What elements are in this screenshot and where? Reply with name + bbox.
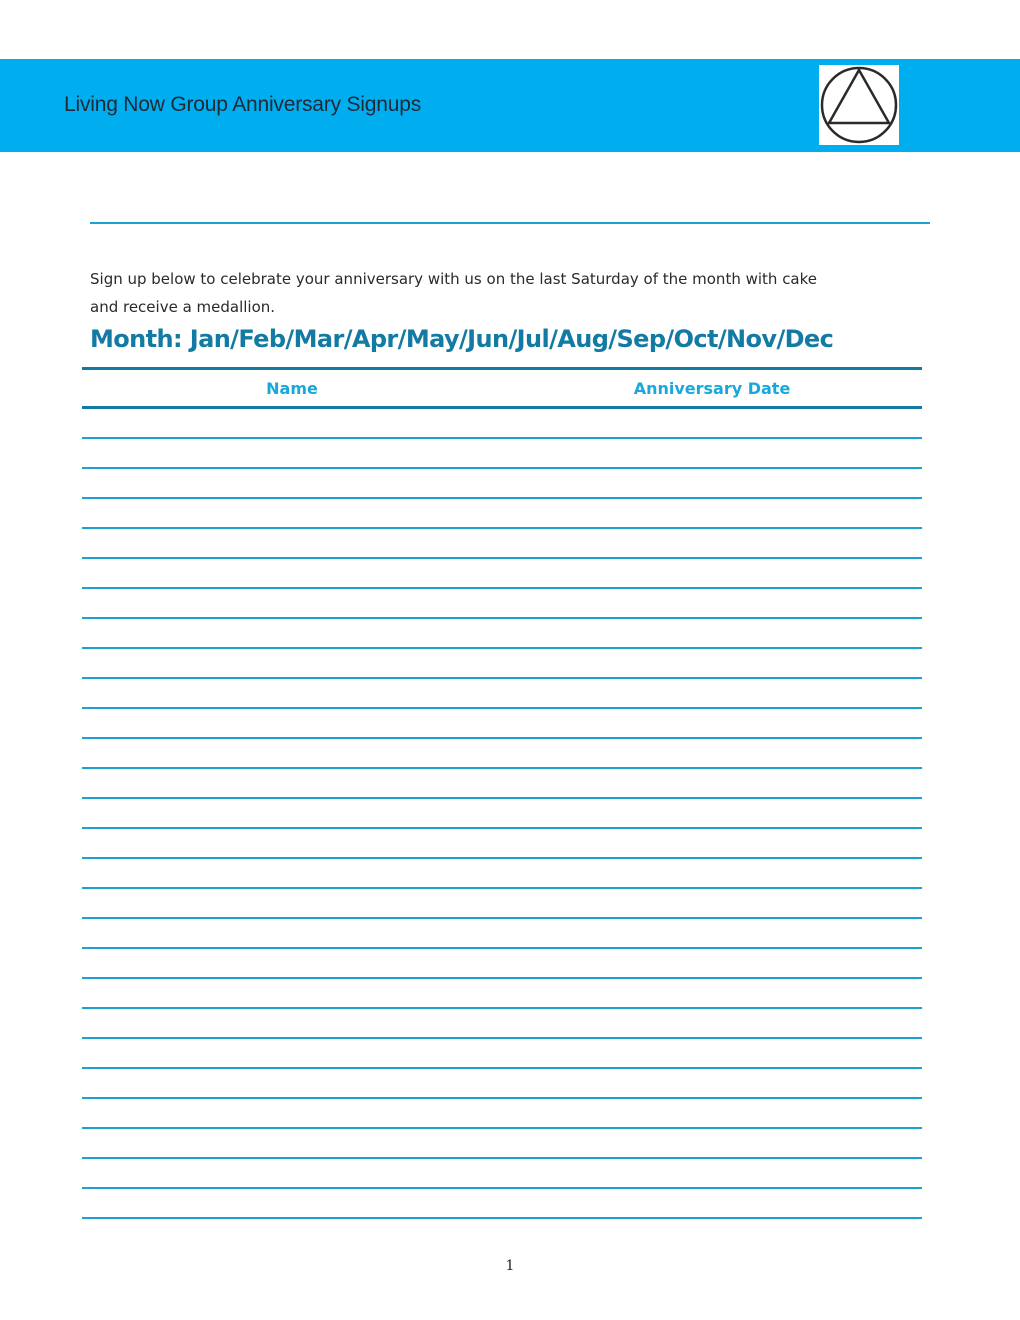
column-header-name: Name — [266, 379, 318, 398]
table-row[interactable] — [82, 439, 922, 469]
table-row[interactable] — [82, 1099, 922, 1129]
page-number: 1 — [505, 1258, 515, 1274]
table-row[interactable] — [82, 829, 922, 859]
intro-text — [90, 265, 830, 321]
table-row[interactable] — [82, 859, 922, 889]
top-divider — [90, 222, 930, 224]
table-row[interactable] — [82, 559, 922, 589]
table-row[interactable] — [82, 619, 922, 649]
table-body — [82, 409, 922, 1219]
table-row[interactable] — [82, 679, 922, 709]
table-row[interactable] — [82, 529, 922, 559]
table-row[interactable] — [82, 499, 922, 529]
table-row[interactable] — [82, 709, 922, 739]
table-row[interactable] — [82, 409, 922, 439]
circle-triangle-icon — [819, 65, 899, 145]
table-row[interactable] — [82, 919, 922, 949]
intro-line-2: and receive a medallion. — [90, 298, 276, 316]
table-row[interactable] — [82, 1069, 922, 1099]
table-header — [82, 367, 922, 409]
header-banner — [0, 59, 1020, 152]
table-row[interactable] — [82, 1039, 922, 1069]
intro-line-1: Sign up below to celebrate your anniversary with us on the last Saturday of the month with cake — [90, 270, 818, 288]
table-row[interactable] — [82, 799, 922, 829]
table-row[interactable] — [82, 1129, 922, 1159]
table-row[interactable] — [82, 889, 922, 919]
table-row[interactable] — [82, 649, 922, 679]
table-row[interactable] — [82, 739, 922, 769]
signup-table — [82, 367, 922, 1219]
month-heading: Month: Jan/Feb/Mar/Apr/May/Jun/Jul/Aug/Sep/Oct/Nov/Dec — [90, 325, 834, 353]
column-header-anniversary-date: Anniversary Date — [633, 379, 791, 398]
table-row[interactable] — [82, 1009, 922, 1039]
table-row[interactable] — [82, 979, 922, 1009]
table-row[interactable] — [82, 1159, 922, 1189]
page-title: Living Now Group Anniversary Signups — [64, 93, 421, 116]
table-row[interactable] — [82, 949, 922, 979]
table-row[interactable] — [82, 769, 922, 799]
table-row[interactable] — [82, 589, 922, 619]
table-row[interactable] — [82, 1189, 922, 1219]
table-row[interactable] — [82, 469, 922, 499]
